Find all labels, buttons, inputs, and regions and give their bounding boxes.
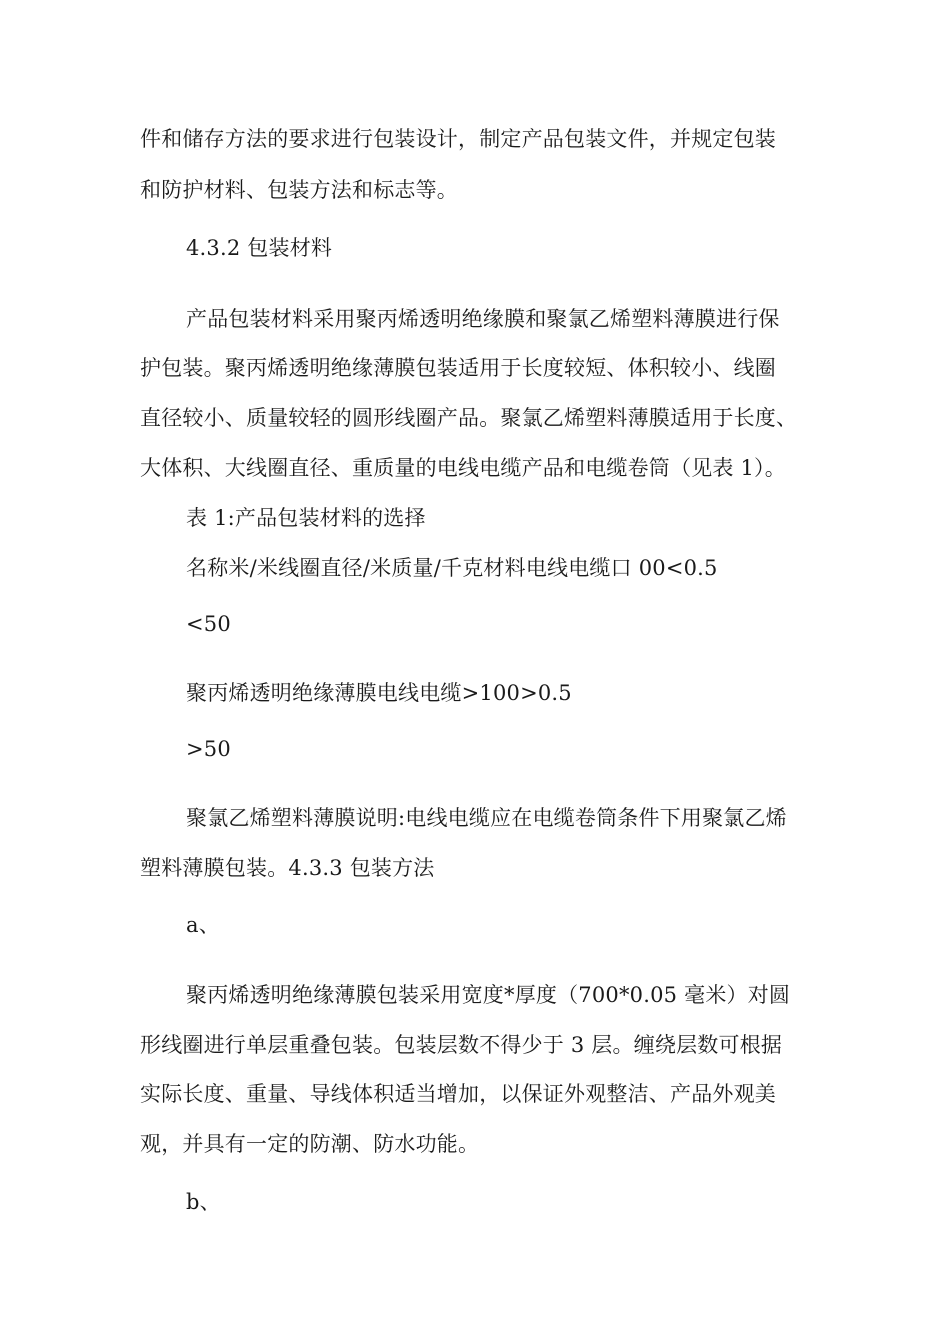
- section-heading: 4.3.2 包装材料: [186, 236, 333, 260]
- table-text-line: >50: [186, 737, 231, 761]
- table-text-line: <50: [186, 612, 231, 636]
- table-text-line: 名称米/米线圈直径/米质量/千克材料电线电缆口 00<0.5: [186, 556, 718, 580]
- table-text-line: 聚丙烯透明绝缘薄膜电线电缆>100>0.5: [186, 681, 572, 705]
- paragraph-line: 聚氯乙烯塑料薄膜说明:电线电缆应在电缆卷筒条件下用聚氯乙烯: [186, 806, 787, 830]
- paragraph-line: 护包装。聚丙烯透明绝缘薄膜包装适用于长度较短、体积较小、线圈: [140, 356, 776, 380]
- paragraph-line: 观，并具有一定的防潮、防水功能。: [140, 1132, 480, 1156]
- paragraph-line: 和防护材料、包装方法和标志等。: [140, 178, 458, 202]
- list-marker: a、: [186, 913, 220, 937]
- paragraph-line: 大体积、大线圈直径、重质量的电线电缆产品和电缆卷筒（见表 1）。: [140, 456, 786, 480]
- table-caption: 表 1:产品包装材料的选择: [186, 506, 426, 530]
- paragraph-line: 实际长度、重量、导线体积适当增加，以保证外观整洁、产品外观美: [140, 1082, 776, 1106]
- paragraph-line: 产品包装材料采用聚丙烯透明绝缘膜和聚氯乙烯塑料薄膜进行保: [186, 307, 780, 331]
- list-marker: b、: [186, 1190, 221, 1214]
- paragraph-line: 聚丙烯透明绝缘薄膜包装采用宽度*厚度（700*0.05 毫米）对圆: [186, 983, 791, 1007]
- paragraph-line: 塑料薄膜包装。4.3.3 包装方法: [140, 856, 435, 880]
- paragraph-line: 直径较小、质量较轻的圆形线圈产品。聚氯乙烯塑料薄膜适用于长度、: [140, 406, 798, 430]
- paragraph-line: 件和储存方法的要求进行包装设计，制定产品包装文件，并规定包装: [140, 127, 776, 151]
- paragraph-line: 形线圈进行单层重叠包装。包装层数不得少于 3 层。缠绕层数可根据: [140, 1033, 783, 1057]
